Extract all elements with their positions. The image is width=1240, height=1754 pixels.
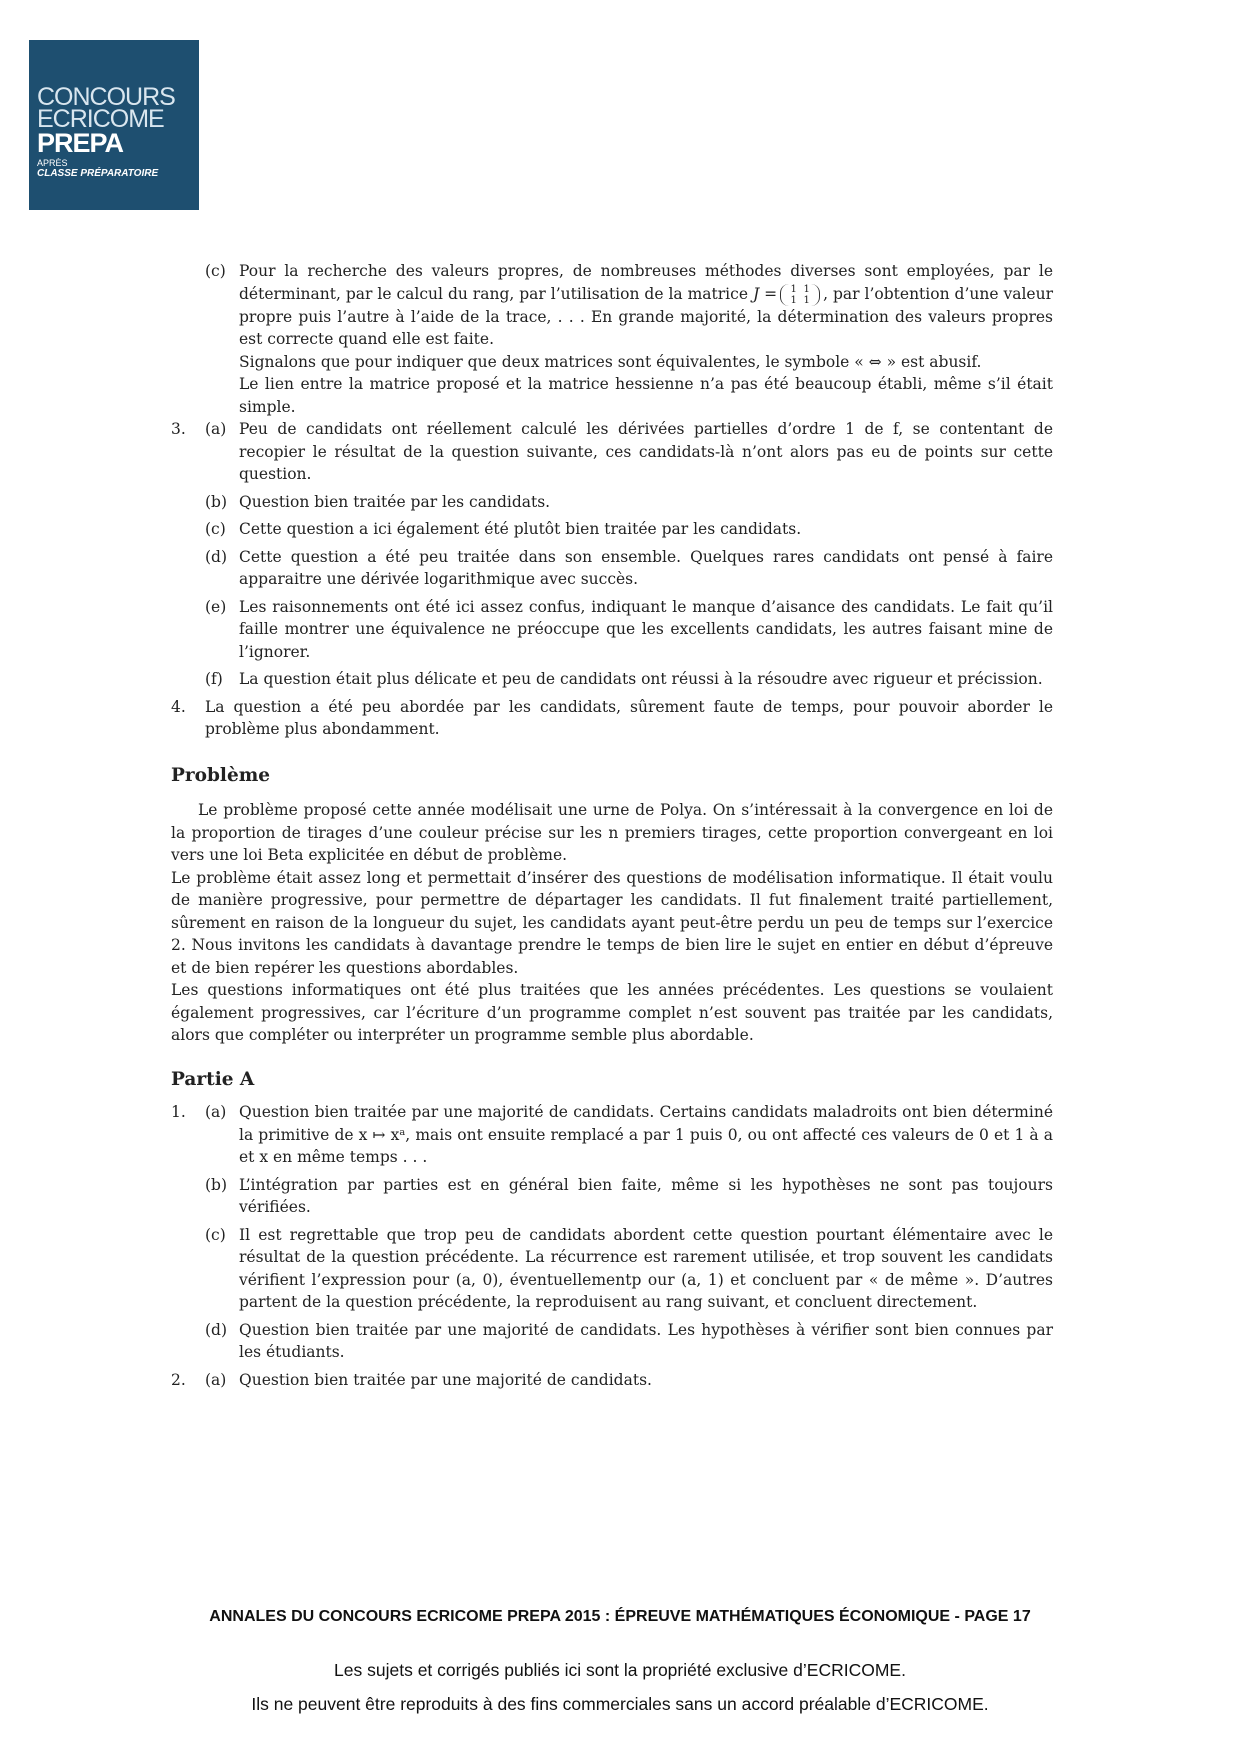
matrix-cell: 1 [790, 294, 797, 306]
item-text: Question bien traitée par les candidats. [239, 492, 551, 511]
item-label: (c) [205, 262, 226, 280]
item-label: (a) [205, 1370, 227, 1389]
item-3f [171, 668, 1053, 691]
item-3e [171, 596, 1053, 664]
item-label: (c) [205, 1225, 226, 1244]
item-text: Question bien traitée par une majorité de candidats. [239, 1370, 652, 1389]
question-number: 3. [171, 420, 186, 438]
item-label: (c) [205, 520, 226, 538]
item-text: Les raisonnements ont été ici assez confus, indiquant le manque d’aisance des candidats. Le fait qu’il faille montrer une équivalence ne préoccupe que les excellents candidats, les autres faisant mine de l’ignorer. [239, 597, 1053, 661]
item-a1c [171, 1224, 1053, 1314]
matrix-cell: 1 [803, 294, 810, 306]
report-content [171, 260, 1053, 1391]
item-text: La question était plus délicate et peu de candidats ont réussi à la résoudre avec rigueur et précission. [239, 670, 1043, 688]
item-text: Signalons que pour indiquer que deux matrices sont équivalentes, le symbole « ⇔ » est abusif. [239, 352, 982, 371]
item-2c [171, 260, 1053, 418]
footer-copyright: Les sujets et corrigés publiés ici sont la propriété exclusive d’ECRICOME. [334, 1660, 906, 1680]
item-label: (d) [205, 547, 228, 566]
item-text: L’intégration par parties est en général bien faite, même si les hypothèses ne sont pas toujours vérifiées. [239, 1175, 1053, 1216]
item-text: Le lien entre la matrice proposé et la matrice hessienne n’a pas été beaucoup établi, même s’il était simple. [239, 375, 1053, 416]
matrix-j [780, 284, 820, 306]
item-label: (a) [205, 420, 227, 438]
item-label: (b) [205, 1175, 228, 1194]
item-text: , par l’obtention d’une valeur propre puis l’autre à l’aide de la trace, . . . En grande majorité, la détermination des valeurs propres est correcte quand elle est faite. [239, 284, 1053, 348]
item-label: (e) [205, 597, 227, 616]
question-number: 1. [171, 1103, 186, 1121]
section-heading-partie-a: Partie A [171, 1068, 255, 1090]
footer-title: ANNALES DU CONCOURS ECRICOME PREPA 2015 : ÉPREUVE MATHÉMATIQUES ÉCONOMIQUE - PAGE 17 [209, 1608, 1031, 1625]
item-3b [171, 491, 1053, 514]
item-text: Question bien traitée par une majorité de candidats. Certains candidats maladroits ont bien déterminé la primitive de x ↦ xᵃ, mais ont ensuite remplacé a par 1 puis 0, ou ont affecté ces valeurs de 0 et 1 à a et x en même temps . . . [239, 1103, 1053, 1166]
item-3d [171, 546, 1053, 591]
item-label: (d) [205, 1320, 228, 1339]
paragraph: Le problème proposé cette année modélisait une urne de Polya. On s’intéressait à la convergence en loi de la proportion de tirages d’une couleur précise sur les n premiers tirages, cette proportion convergeant en loi vers une loi Beta explicitée en début de problème. [171, 801, 1053, 864]
item-a1b [171, 1174, 1053, 1219]
footer-reproduction-notice: Ils ne peuvent être reproduits à des fins commerciales sans un accord préalable d’ECRICOME. [251, 1694, 989, 1714]
item-label: (b) [205, 492, 228, 511]
question-number: 2. [171, 1370, 186, 1389]
item-a1d [171, 1319, 1053, 1364]
item-text: Il est regrettable que trop peu de candidats abordent cette question pourtant élémentaire avec le résultat de la question précédente. La récurrence est rarement utilisée, et trop souvent les candidats vérifient l’expression pour (a, 0), éventuellementp our (a, 1) et concluent par « de même ». D’autres partent de la question précédente, la reproduisent au rang suivant, et concluent directement. [239, 1225, 1053, 1311]
item-text: Question bien traitée par une majorité de candidats. Les hypothèses à vérifier sont bien connues par les étudiants. [239, 1320, 1053, 1361]
question-number: 4. [171, 697, 186, 716]
item-text: La question a été peu abordée par les candidats, sûrement faute de temps, pour pouvoir aborder le problème plus abondamment. [205, 697, 1053, 738]
logo-line-apres: APRÈS [37, 158, 68, 168]
item-4 [171, 696, 1053, 741]
item-text: Cette question a été peu traitée dans son ensemble. Quelques rares candidats ont pensé à faire apparaitre une dérivée logarithmique avec succès. [239, 547, 1053, 588]
matrix-name: J = [752, 284, 778, 303]
matrix-cell: 1 [790, 283, 797, 295]
logo-line-ecricome: ECRICOME [37, 105, 164, 133]
item-text: Cette question a ici également été plutôt bien traitée par les candidats. [239, 520, 802, 538]
logo-line-classe: CLASSE PRÉPARATOIRE [37, 168, 159, 179]
item-label: (f) [205, 670, 223, 688]
item-text: Pour la recherche des valeurs propres, de nombreuses méthodes diverses sont employées, par le déterminant, par le calcul du rang, par l’utilisation de la matrice [239, 262, 1053, 303]
logo-line-concours: CONCOURS [37, 83, 175, 111]
item-text: Peu de candidats ont réellement calculé les dérivées partielles d’ordre 1 de f, se contentant de recopier le résultat de la question suivante, ces candidats-là n’ont alors pas eu de points sur cette question. [239, 420, 1053, 483]
paragraph: Le problème était assez long et permettait d’insérer des questions de modélisation informatique. Il était voulu de manière progressive, pour permettre de départager les candidats. Il fut finalement traité partiellement, sûrement en raison de la longueur du sujet, les candidats ayant peut-être perdu un peu de temps sur l’exercice 2. Nous invitons les candidats à davantage prendre le temps de bien lire le sujet en entier en début d’épreuve et de bien repérer les questions abordables. [171, 868, 1053, 977]
item-a1a [171, 1101, 1053, 1169]
item-label: (a) [205, 1103, 227, 1121]
ecricome-logo [29, 40, 199, 210]
logo-line-prepa: PREPA [37, 128, 124, 158]
paragraph: Les questions informatiques ont été plus traitées que les années précédentes. Les questions se voulaient également progressives, car l’écriture d’un programme complet n’est souvent pas traitée par les candidats, alors que compléter ou interpréter un programme semble plus abordable. [171, 981, 1053, 1044]
item-3c [171, 518, 1053, 541]
section-heading-probleme: Problème [171, 764, 271, 786]
matrix-cell: 1 [803, 283, 810, 295]
item-3a [171, 418, 1053, 486]
item-a2a [171, 1369, 1053, 1392]
